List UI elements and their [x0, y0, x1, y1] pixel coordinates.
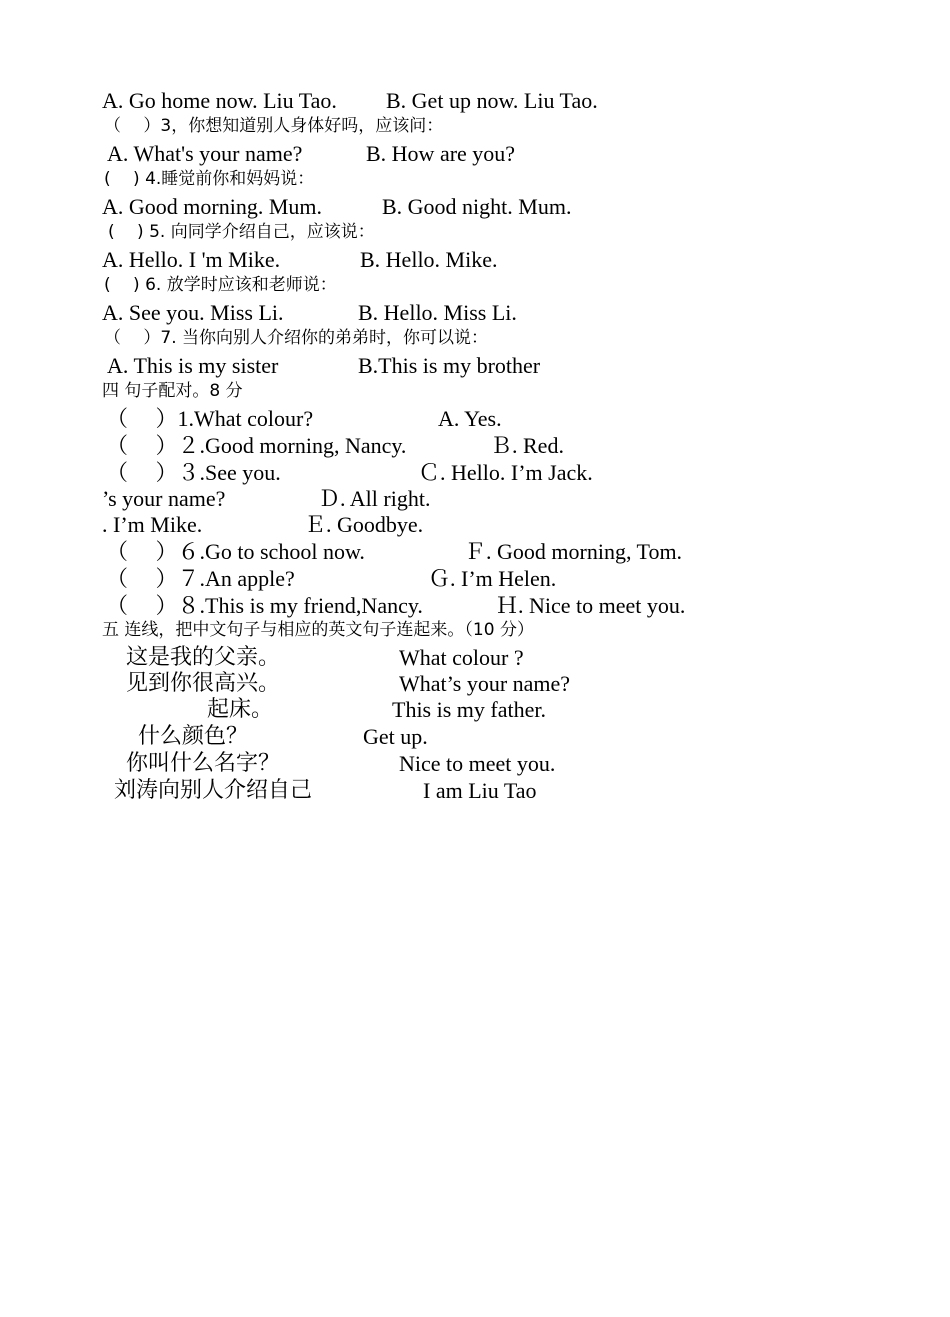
pair-cn-1: 这是我的父亲。 [126, 645, 281, 670]
match-right-2: Ｂ. Red. [490, 433, 564, 458]
match-left-7: （ ）７.An apple? [106, 566, 295, 591]
q2-option-a: A. Go home now. Liu Tao. [102, 88, 337, 113]
match-right-5: Ｅ. Goodbye. [304, 512, 424, 537]
q2-option-b: B. Get up now. Liu Tao. [386, 88, 598, 113]
q6-prompt: ( ) 6. 放学时应该和老师说： [104, 275, 337, 295]
pair-en-2: What’s your name? [399, 671, 571, 696]
pair-cn-2: 见到你很高兴。 [126, 671, 281, 696]
q5-option-a: A. Hello. I 'm Mike. [102, 247, 281, 272]
pair-en-4: Get up. [363, 724, 428, 749]
q3-prompt: （ ）3，你想知道别人身体好吗，应该问： [104, 116, 444, 136]
q4-prompt: ( ) 4.睡觉前你和妈妈说： [104, 169, 315, 189]
pair-cn-4: 什么颜色？ [138, 724, 249, 749]
match-right-1: A. Yes. [438, 406, 502, 431]
match-right-8: Ｈ. Nice to meet you. [496, 593, 686, 618]
pair-en-6: I am Liu Tao [423, 778, 537, 803]
pair-en-3: This is my father. [392, 697, 546, 722]
section4-heading: 四 句子配对。8 分 [102, 381, 243, 401]
pair-en-1: What colour ? [399, 645, 524, 670]
match-right-4: Ｄ. All right. [318, 486, 431, 511]
match-left-4: ’s your name? [102, 486, 226, 511]
q7-prompt: （ ）7. 当你向别人介绍你的弟弟时，你可以说： [104, 328, 489, 348]
q4-option-b: B. Good night. Mum. [382, 194, 572, 219]
match-right-3: Ｃ. Hello. I’m Jack. [418, 460, 593, 485]
pair-en-5: Nice to meet you. [399, 751, 556, 776]
q5-option-b: B. Hello. Mike. [360, 247, 498, 272]
pair-cn-3: 起床。 [207, 697, 274, 722]
q4-option-a: A. Good morning. Mum. [102, 194, 322, 219]
pair-cn-6: 刘涛向别人介绍自己 [114, 778, 313, 803]
q6-option-b: B. Hello. Miss Li. [358, 300, 517, 325]
match-left-6: （ ）６.Go to school now. [106, 539, 365, 564]
match-left-3: （ ）３.See you. [106, 460, 281, 485]
q3-option-a: A. What's your name? [107, 141, 303, 166]
match-left-5: . I’m Mike. [102, 512, 203, 537]
section5-heading: 五 连线，把中文句子与相应的英文句子连起来。（10 分） [102, 620, 534, 640]
q7-option-a: A. This is my sister [107, 353, 279, 378]
match-right-6: Ｆ. Good morning, Tom. [464, 539, 683, 564]
match-left-8: （ ）８.This is my friend,Nancy. [106, 593, 423, 618]
match-left-1: （ ）1.What colour? [106, 406, 314, 431]
q5-prompt: ( ) 5. 向同学介绍自己，应该说： [108, 222, 375, 242]
match-right-7: Ｇ. I’m Helen. [428, 566, 557, 591]
q6-option-a: A. See you. Miss Li. [102, 300, 284, 325]
pair-cn-5: 你叫什么名字？ [126, 751, 281, 776]
q3-option-b: B. How are you? [366, 141, 516, 166]
match-left-2: （ ）２.Good morning, Nancy. [106, 433, 407, 458]
q7-option-b: B.This is my brother [358, 353, 541, 378]
